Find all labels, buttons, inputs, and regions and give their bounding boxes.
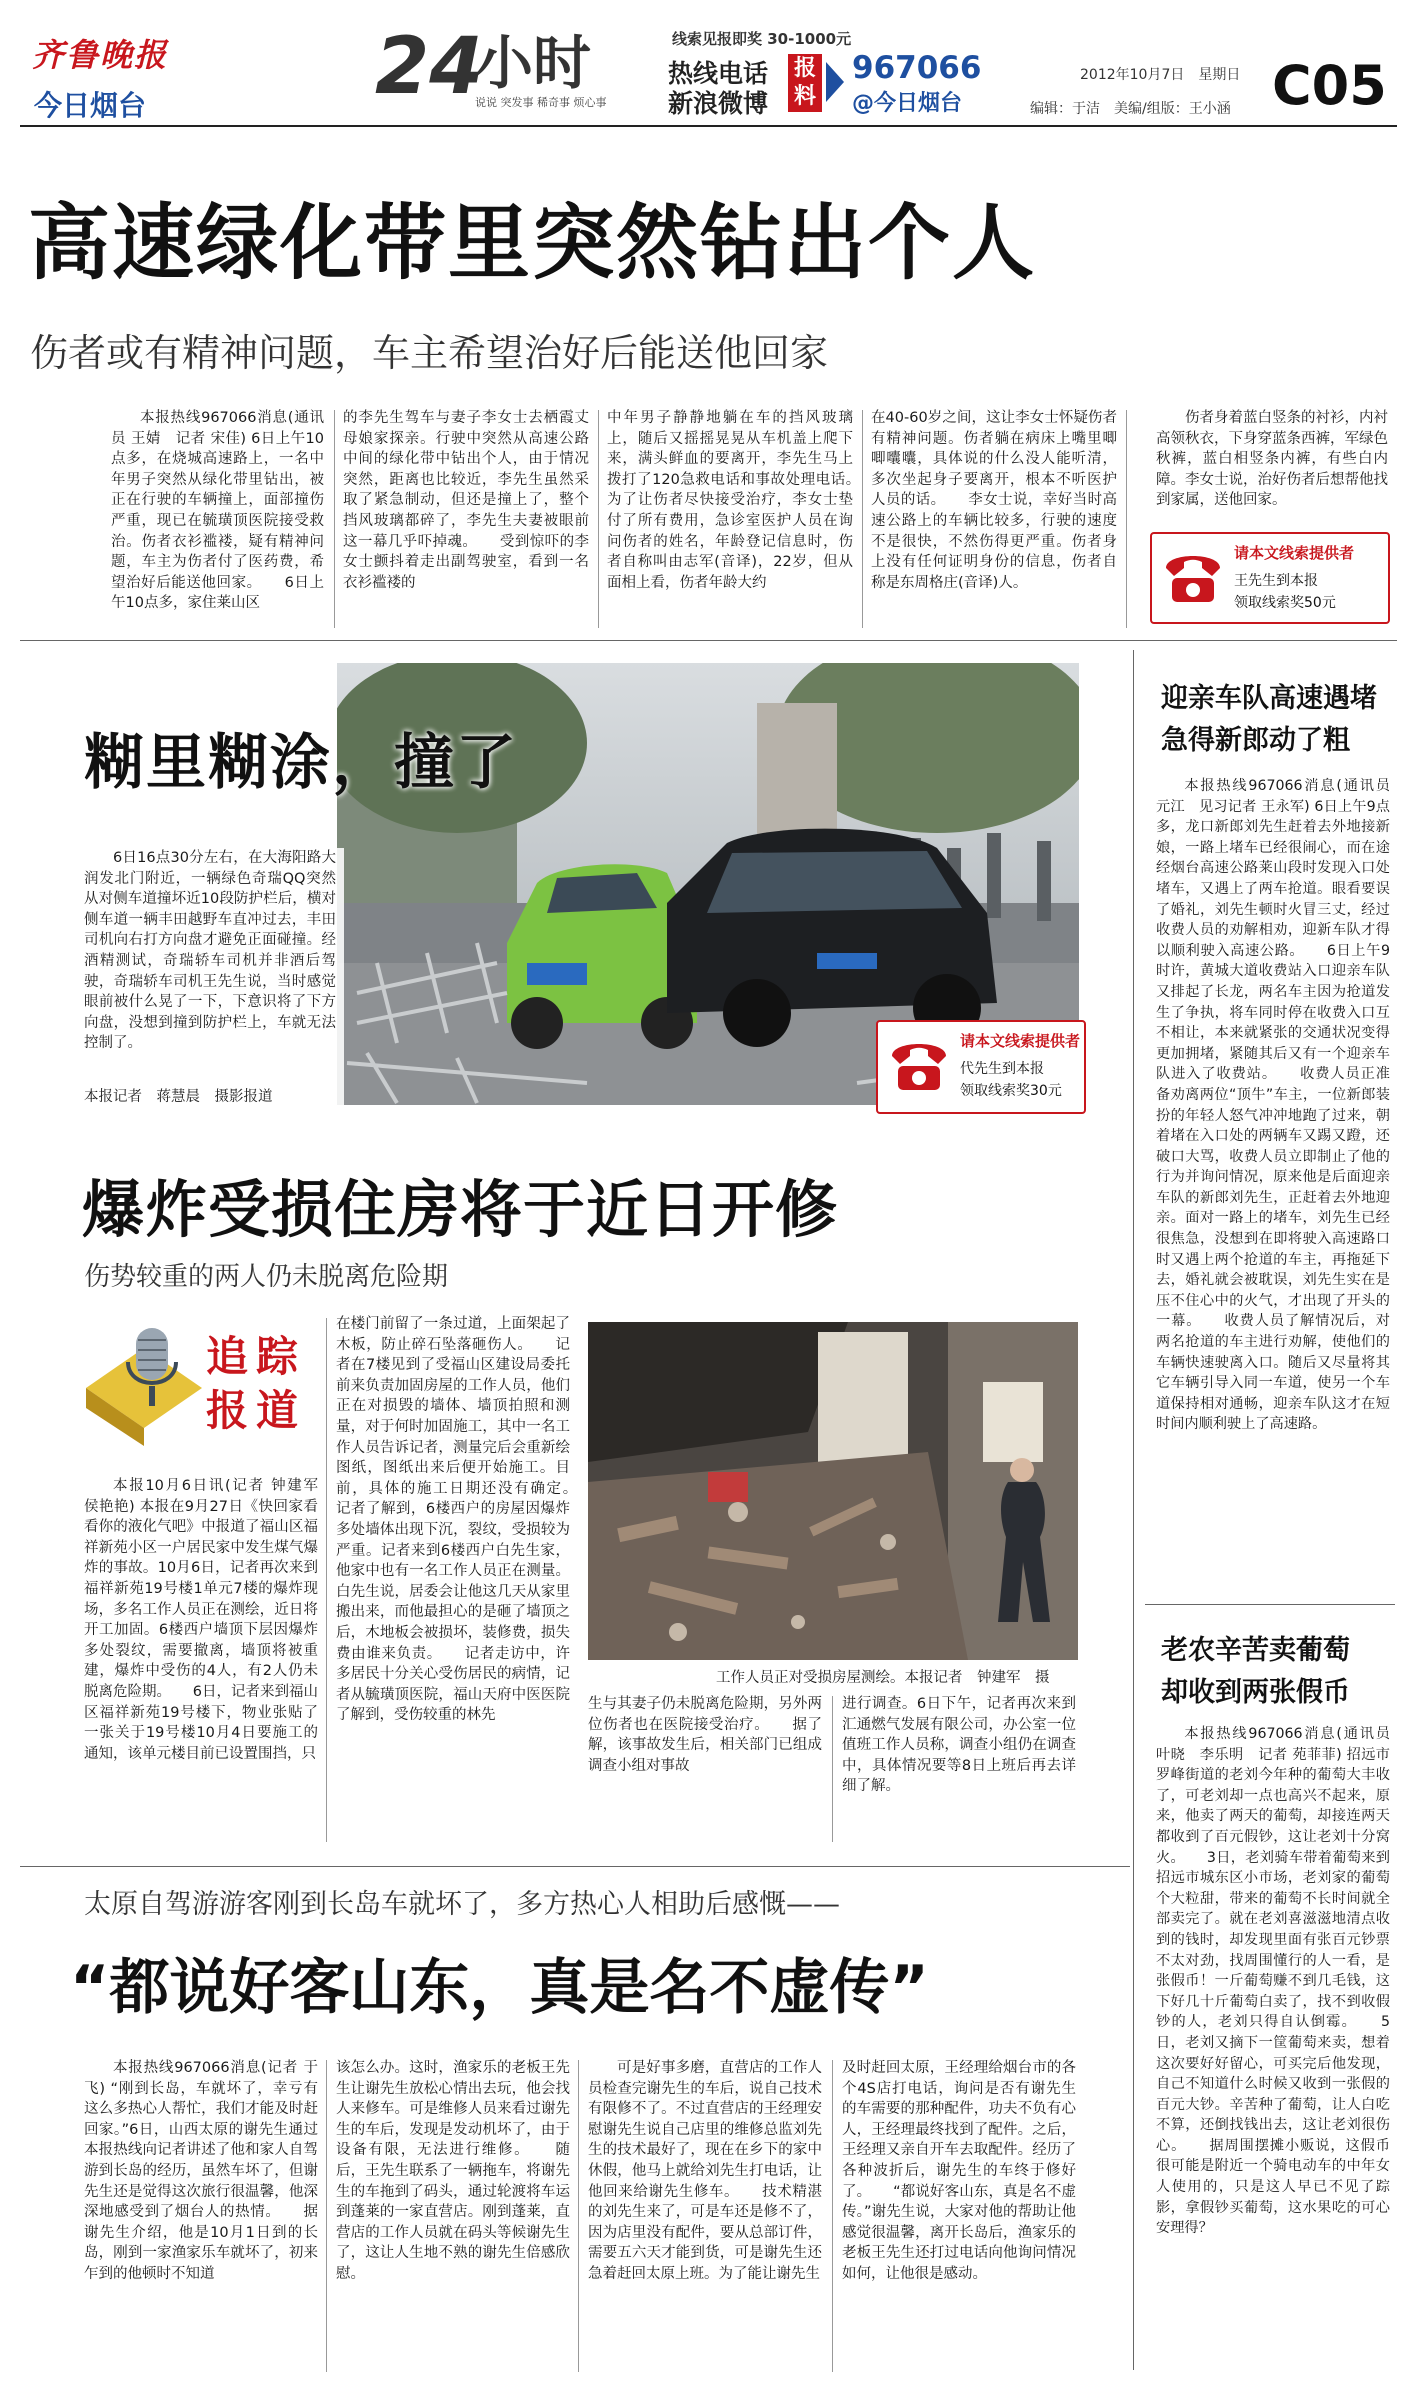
reward-recipient: 王先生到本报 [1234,573,1318,589]
shandong-column-4: 及时赶回太原，王经理给烟台市的各个4S店打电话，询问是否有谢先生的车需要的那种配件，功夫不负有心人，王经理最终找到了配件。之后，王经理又亲自开车去取配件。经历了各种波折后，谢先生的车终于修好了。 “都说好客山东，真是名不虚传。”谢先生说，大家对他的帮助让他感觉很温馨，离开长岛后，渔家乐的老板王先生还打过电话向他询问情况如何，让他很是感动。 [842,2060,1076,2282]
repair-column-1: 本报10月6日讯(记者 钟建军 侯艳艳) 本报在9月27日《快回家看看你的液化气吧》中报道了福山区福祥新苑小区一户居民家中发生煤气爆炸的事故。10月6日，记者再次来到福祥新苑19号楼1单元7楼的爆炸现场，多名工作人员正在测绘，近日将开工加固。6楼西户墙顶下层因爆炸多处裂纹，需要撤离，墙顶将被重建，爆炸中受伤的4人，有2人仍未脱离危险期。 6日，记者来到福山区福祥新苑19号楼下，物业张贴了一张关于19号楼10月4日要施工的通知，该单元楼目前已设置围挡，只 [84,1478,318,1762]
damaged-room-image [588,1322,1078,1660]
repair-column-2: 在楼门前留了一条过道，上面架起了木板，防止碎石坠落砸伤人。 记者在7楼见到了受福山区建设局委托前来负责加固房屋的工作人员，他们正在对损毁的墙体、墙顶拍照和测量，对于何时加固施工，其中一名工作人员告诉记者，测量完后会重新绘图纸，图纸出来后便开始施工。目前，具体的施工日期还没有确定。 记者了解到，6楼西户的房屋因爆炸多处墙体出现下沉，裂纹，受损较为严重。记者来到6楼西户白先生家，他家中也有一名工作人员正在测量。白先生说，居委会让他这几天从家里搬出来，而他最担心的是砸了墙顶之后，木地板会被损坏，装修费，损失费由谁来负责。 记者走访中，许多居民十分关心受伤居民的病情，记者从毓璜顶医院，福山天府中医医院了解到，受伤较重的林先 [336,1316,570,1724]
column-rule [1126,410,1127,628]
lead-column-4: 在40-60岁之间，这让李女士怀疑伤者有精神问题。伤者躺在病床上嘴里唧唧囔囔，具体说的什么没人能听清，多次坐起身子要离开，根本不听医护人员的话。 李女士说，幸好当时高速公路上的车辆比较多，行驶的速度不是很快，不然伤得更严重。伤者身上没有任何证明身份的信息，伤者自称是东周格庄(音译)人。 [871,410,1117,591]
shandong-column-1: 本报热线967066消息(记者 于飞) “刚到长岛，车就坏了，幸亏有这么多热心人帮忙，我们才能及时赶回家。”6日，山西太原的谢先生通过本报热线向记者讲述了他和家人自驾游到长岛的经历，虽然车坏了，但谢先生还是觉得这次旅行很温馨，他深深地感受到了烟台人的热情。 据谢先生介绍，他是10月1日到的长岛，刚到一家渔家乐车就坏了，初来乍到的他顿时不知道 [84,2060,318,2282]
repair-bottom-column-1: 生与其妻子仍未脱离危险期，另外两位伤者也在医院接受治疗。 据了解，该事故发生后，相关部门已组成调查小组对事故 [588,1696,822,1774]
reward-title: 请本文线索提供者 [960,1032,1081,1050]
repair-photo-caption: 工作人员正对受损房屋测绘。本报记者 钟建军 摄 [716,1670,1050,1686]
masthead [0,0,1417,125]
hotline-number: 967066 [852,50,982,86]
shandong-kicker: 太原自驾游游客刚到长岛车就坏了，多方热心人相助后感慨—— [84,1889,840,1920]
microphone-icon [84,1318,204,1448]
brand-number: 24 [375,22,484,112]
page-number: C05 [1272,54,1387,117]
lead-column-3: 中年男子静静地躺在车的挡风玻璃上，随后又摇摇晃晃从车机盖上爬下来，满头鲜血的要离开，李先生马上拨打了120急救电话和事故处理电话。 为了让伤者尽快接受治疗，李女士垫付了所有费用，急诊室医护人员在询问伤者的姓名，年龄登记信息时，伤者自称叫由志军(音译)，22岁，但从面相上看，伤者年龄大约 [607,410,853,591]
sidebar-divider [1145,1604,1395,1605]
brand-tagline: 说说 突发事 稀奇事 烦心事 [475,96,607,109]
clue-fee: 线索见报即奖 30-1000元 [672,30,852,48]
column-rule [326,1318,327,1842]
shandong-column-2: 该怎么办。这时，渔家乐的老板王先生让谢先生放松心情出去玩，他会找人来修车。可是维修人员来看过谢先生的车后，发现是发动机坏了，由于设备有限，无法进行维修。 随后，王先生联系了一辆拖车，将谢先生的车拖到了码头，通过轮渡将车运到蓬莱的一家直营店。刚到蓬莱，直营店的工作人员就在码头等候谢先生了，这让人生地不熟的谢先生倍感欣慰。 [336,2060,570,2282]
sidebar1-body: 本报热线967066消息(通讯员 元江 见习记者 王永军) 6日上午9点多，龙口新郎刘先生赶着去外地接新娘，一路上堵车已经很闹心，而在途经烟台高速公路莱山段时发现入口处堵车，又遇上了两车抢道。眼看要误了婚礼，刘先生顿时火冒三丈，经过收费人员的劝解相劝，迎新车队才得以顺利驶入高速公路。 6日上午9时许，黄城大道收费站入口迎亲车队又排起了长龙，两名车主因为抢道发生了争执，将车同时停在收费入口互不相让，本来就紧张的交通状况变得更加拥堵，紧随其后又有一个迎亲车队进入了收费站。 收费人员正准备劝离两位“顶牛”车主，一位新郎装扮的年轻人怒气冲冲地跑了过来，朝着堵在入口处的两辆车又踢又蹬，还破口大骂，收费人员立即制止了他的行为并询问情况，原来他是后面迎亲车队的新郎刘先生，正赶着去外地迎亲。面对一路上的堵车，刘先生已经很焦急，没想到在即将驶入高速路口时又遇上两个抢道的车主，再拖延下去，婚礼就会被耽误，刘先生实在是压不住心中的火气，才出现了开头的一幕。 收费人员了解情况后，对两名抢道的车主进行劝解，使他们的车辆快速驶离入口。随后又尽量将其它车辆引导入同一车道，使另一个车道保持相对通畅，迎亲车队这才在短时间内顺利驶上了高速路。 [1156,778,1390,1433]
edition-label: 今日烟台 [34,89,147,122]
column-rule [578,2060,579,2372]
crash-body: 6日16点30分左右，在大海阳路大润发北门附近，一辆绿色奇瑞QQ突然从对侧车道撞坏近10段防护栏后，横对侧车道一辆丰田越野车直冲过去，丰田司机向右打方向盘才避免正面碰撞。经酒精测试，奇瑞轿车司机并非酒后驾驶，奇瑞轿车司机王先生说，当时感觉眼前被什么晃了一下，下意识将了下方向盘，没想到撞到防护栏上，车就无法控制了。 [84,850,336,1052]
hotline-label: 热线电话 [668,59,769,88]
tracking-logo-line2: 报道 [206,1386,307,1435]
section-rule [20,640,1397,641]
lead-subheadline: 伤者或有精神问题，车主希望治好后能送他回家 [30,331,829,375]
repair-photo [588,1322,1078,1660]
sidebar2-headline-2: 却收到两张假币 [1161,1677,1350,1708]
arrow-icon [826,62,844,102]
weibo-account: @今日烟台 [852,91,963,116]
column-rule [326,2060,327,2372]
paper-name: 齐鲁晚报 [32,36,169,74]
baoliao-box [788,54,822,112]
weibo-label: 新浪微博 [668,89,769,118]
lead-column-5: 伤者身着蓝白竖条的衬衫，内衬高领秋衣，下身穿蓝条西裤，军绿色秋裤，蓝白相竖条内裤，有些白内障。李女士说，治好伤者后想帮他找到家属，送他回家。 [1156,410,1388,509]
column-rule [598,410,599,628]
repair-bottom-column-2: 进行调查。6日下午，记者再次来到汇通燃气发展有限公司，办公室一位值班工作人员称，调查小组仍在调查中，具体情况要等8日上班后再去详细了解。 [842,1696,1076,1795]
section-rule [20,1866,1130,1867]
sidebar-rule [1133,650,1134,2370]
tracking-logo [84,1318,324,1448]
reward-amount: 领取线索奖50元 [1234,595,1336,611]
lead-reward-box [1150,532,1390,624]
shandong-column-3: 可是好事多磨，直营店的工作人员检查完谢先生的车后，说自己技术有限修不了。不过直营店的王经理安慰谢先生说自己店里的维修总监刘先生的技术最好了，现在在乡下的家中休假，他马上就给刘先生打电话，让他回来给谢先生修车。 技术精湛的刘先生来了，可是车还是修不了，因为店里没有配件，要从总部订件，需要五六天才能到货，可是谢先生还急着赶回太原上班。为了能让谢先生 [588,2060,822,2282]
lead-column-2: 的李先生驾车与妻子李女士去栖霞丈母娘家探亲。行驶中突然从高速公路中间的绿化带中钻出个人，由于情况突然，距离也比较近，李先生虽然采取了紧急制动，但还是撞上了，整个挡风玻璃都碎了，李先生夫妻被眼前这一幕几乎吓掉魂。 受到惊吓的李女士颤抖着走出副驾驶室，看到一名衣衫褴褛的 [343,410,589,591]
reward-amount: 领取线索奖30元 [960,1083,1062,1099]
column-rule [832,1696,833,1842]
phone-icon [1158,538,1228,608]
column-rule [334,410,335,628]
repair-subheadline: 伤势较重的两人仍未脱离危险期 [84,1262,449,1292]
crash-byline: 本报记者 蒋慧晨 摄影报道 [84,1089,273,1105]
editors-line: 编辑：于洁 美编/组版：王小涵 [1030,101,1231,117]
reward-recipient: 代先生到本报 [960,1061,1044,1077]
column-rule [832,2060,833,2372]
sidebar2-headline-1: 老农辛苦卖葡萄 [1161,1635,1350,1666]
phone-icon [884,1026,954,1096]
reward-title: 请本文线索提供者 [1234,544,1355,562]
sidebar2-body: 本报热线967066消息(通讯员 叶晓 李乐明 记者 苑菲菲) 招远市罗峰街道的老刘今年种的葡萄大丰收了，可老刘却一点也高兴不起来，原来，他卖了两天的葡萄，却接连两天都收到了百元假钞，这让老刘十分窝火。 3日，老刘骑车带着葡萄来到招远市城东区小市场，老刘家的葡萄个大粒甜，带来的葡萄不长时间就全部卖完了。就在老刘喜滋滋地清点收到的钱时，却发现里面有张百元钞票不太对劲，找周围懂行的人一看，是张假币！一斤葡萄赚不到几毛钱，这下好几十斤葡萄白卖了，找不到收假钞的人，老刘只得自认倒霉。 5日，老刘又摘下一筐葡萄来卖，想着这次要好好留心，可买完后他发现，自己不知道什么时候又收到一张假的百元大钞。辛苦种了葡萄，让人白吃不算，还倒找钱出去，这让老刘很伤心。 据周围摆摊小贩说，这假币很可能是附近一个骑电动车的中年女人使用的，只是这人早已不见了踪影，拿假钞买葡萄，这水果吃的可心安理得？ [1156,1726,1390,2237]
crash-headline: 糊里糊涂，撞了 [84,728,518,798]
sidebar1-headline-2: 急得新郎动了粗 [1161,725,1350,756]
lead-column-1: 本报热线967066消息(通讯员 王婧 记者 宋佳) 6日上午10点多，在烧城高速路上，一名中年男子突然从绿化带里钻出，被正在行驶的车辆撞上，面部撞伤严重，现已在毓璜顶医院接受救治。伤者衣衫褴褛，疑有精神问题，车主为伤者付了医药费，希望治好后能送他回家。 6日上午10点多，家住莱山区 [111,410,324,612]
masthead-rule [20,125,1397,127]
lead-headline: 高速绿化带里突然钻出个人 [28,195,1037,291]
sidebar1-headline-1: 迎亲车队高速遇堵 [1161,683,1377,714]
issue-date: 2012年10月7日 星期日 [1080,67,1241,83]
brand-text: 小时 [475,29,592,97]
shandong-headline: “都说好客山东，真是名不虚传” [70,1953,929,2023]
tracking-logo-line1: 追踪 [206,1332,307,1381]
repair-headline: 爆炸受损住房将于近日开修 [82,1173,839,1246]
column-rule [862,410,863,628]
baoliao-label: 报料 [793,56,816,109]
crash-reward-box [876,1020,1086,1114]
brand-logo [375,22,645,112]
